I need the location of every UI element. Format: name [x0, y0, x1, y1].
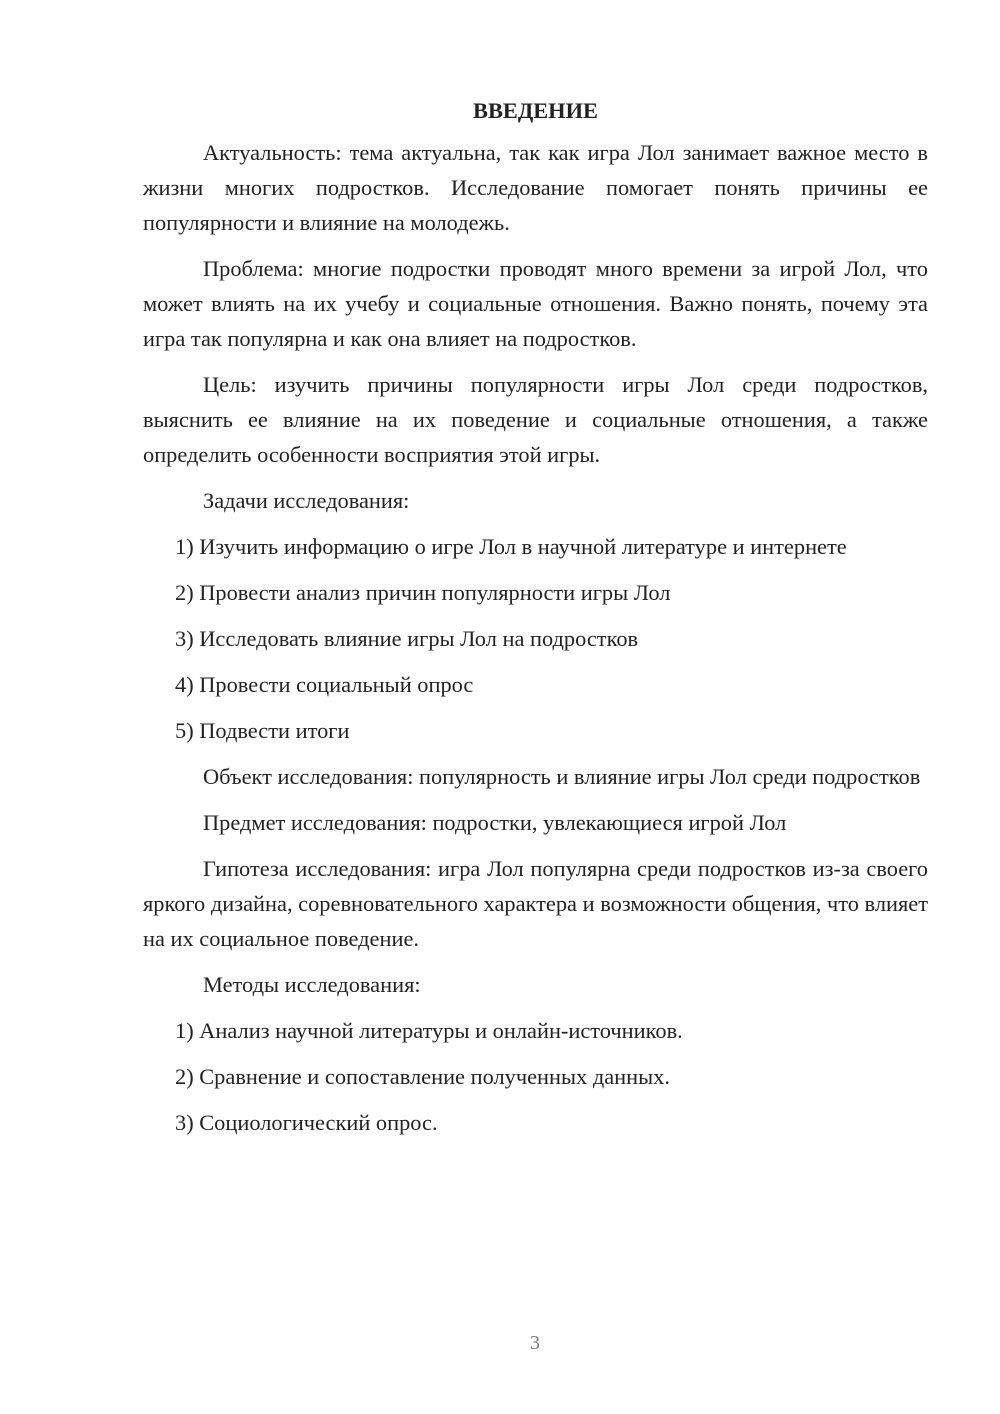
page-number: 3 — [530, 1332, 540, 1354]
method-item: 3) Социологический опрос. — [175, 1110, 438, 1135]
methods-list — [143, 1013, 928, 1140]
method-item: 2) Сравнение и сопоставление полученных данных. — [175, 1064, 670, 1089]
methods-heading: Методы исследования: — [203, 972, 421, 997]
subject-paragraph: Предмет исследования: подростки, увлекающиеся игрой Лол — [203, 810, 787, 835]
tasks-heading: Задачи исследования: — [203, 488, 410, 513]
task-item: 1) Изучить информацию о игре Лол в научной литературе и интернете — [175, 534, 847, 559]
task-item: 3) Исследовать влияние игры Лол на подростков — [175, 626, 639, 651]
problem-paragraph: Проблема: многие подростки проводят много времени за игрой Лол, что может влиять на их учебу и социальные отношения. Важно понять, почему эта игра так популярна и как она влияет на подростков. — [143, 256, 928, 351]
document-body — [143, 93, 928, 1151]
goal-paragraph: Цель: изучить причины популярности игры Лол среди подростков, выяснить ее влияние на их поведение и социальные отношения, а также определить особенности восприятия этой игры. — [143, 372, 928, 467]
task-item: 5) Подвести итоги — [175, 718, 350, 743]
task-item: 2) Провести анализ причин популярности игры Лол — [175, 580, 671, 605]
tasks-list — [143, 529, 928, 748]
relevance-paragraph: Актуальность: тема актуальна, так как игра Лол занимает важное место в жизни многих подростков. Исследование помогает понять причины ее популярности и влияние на молодежь. — [143, 140, 928, 235]
task-item: 4) Провести социальный опрос — [175, 672, 474, 697]
method-item: 1) Анализ научной литературы и онлайн-источников. — [175, 1018, 683, 1043]
hypothesis-paragraph: Гипотеза исследования: игра Лол популярна среди подростков из-за своего яркого дизайна, соревновательного характера и возможности общения, что влияет на их социальное поведение. — [143, 856, 928, 951]
object-paragraph: Объект исследования: популярность и влияние игры Лол среди подростков — [203, 764, 921, 789]
section-title: ВВЕДЕНИЕ — [473, 98, 598, 123]
